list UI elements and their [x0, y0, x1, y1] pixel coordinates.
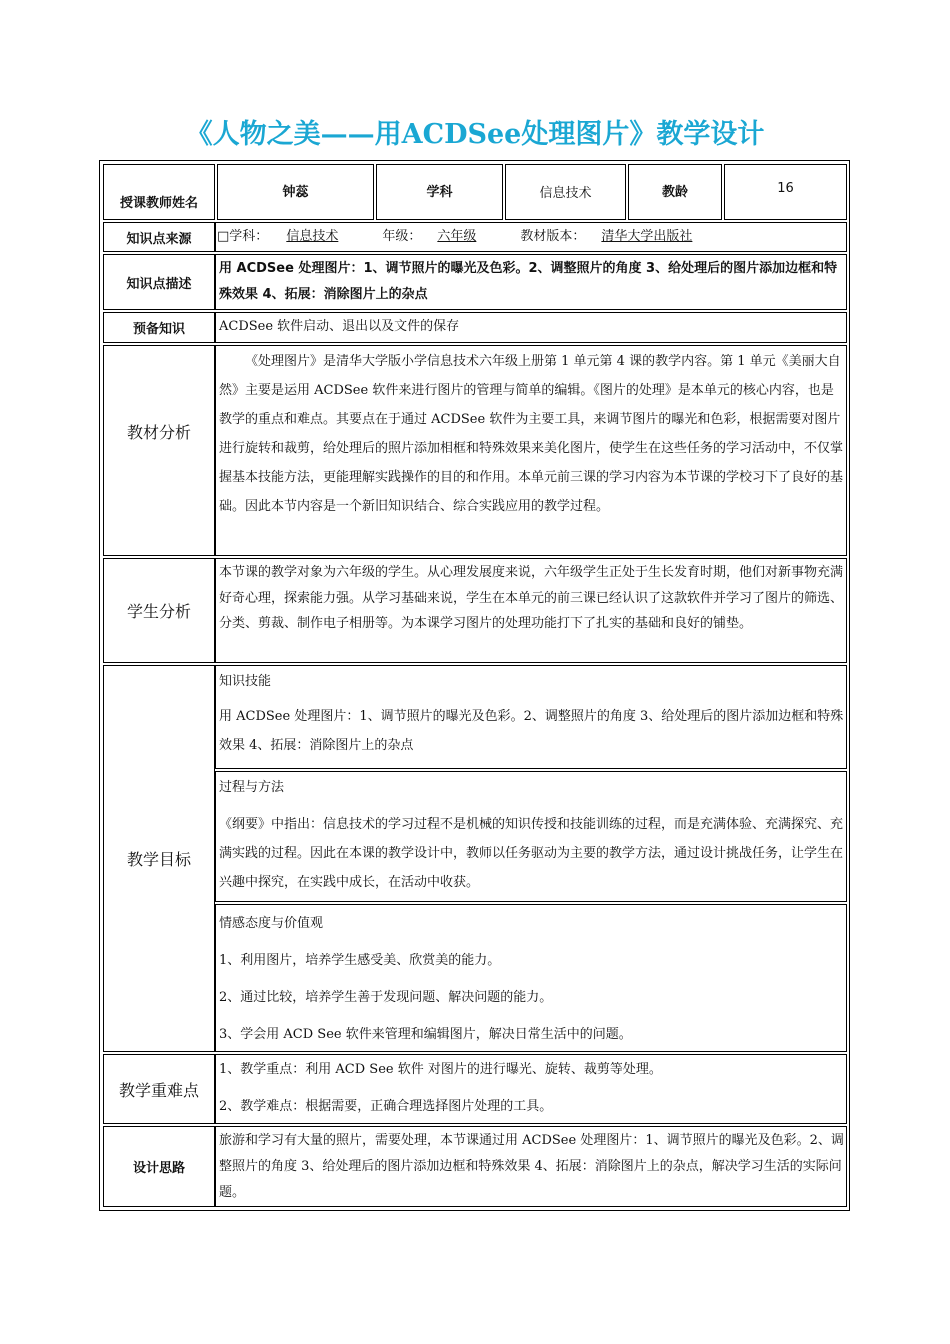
student-analysis-text: 本节课的教学对象为六年级的学生。从心理发展度来说，六年级学生正处于生长发育时期，他们对新事物充满好奇心理，探索能力强。从学习基础来说，学生在本单元的前三课已经认识了这款软件并学习了图片的筛选、分类、剪裁、制作电子相册等。为本课学习图片的处理功能打下了扎实的基础和良好的铺垫。	[215, 558, 847, 663]
attitude-title: 情感态度与价值观	[219, 916, 324, 931]
process-text: 《纲要》中指出：信息技术的学习过程不是机械的知识传授和技能训练的过程，而是充满体验、充满探究、充满实践的过程。因此在本课的教学设计中，教师以任务驱动为主要的教学方法，通过设计挑战任务，让学生在兴趣中探究，在实践中成长，在活动中收获。	[219, 817, 844, 890]
subject-value: 信息技术	[505, 164, 626, 220]
design-idea-text: 旅游和学习有大量的照片，需要处理，本节课通过用 ACDSee 处理图片：1、调节照片的曝光及色彩。2、调整照片的角度 3、给处理后的图片添加边框和特殊效果 4、拓展：消除图片上的杂点，解决学习生活的实际问题。	[215, 1126, 847, 1207]
objectives-attitude	[215, 904, 847, 1052]
source-row	[215, 222, 847, 252]
source-grade-label: 年级：	[382, 229, 422, 244]
source-subject-value: 信息技术	[286, 229, 339, 244]
source-checkbox: □	[217, 229, 230, 244]
knowledge-title: 知识技能	[219, 674, 272, 689]
source-label: 知识点来源	[103, 222, 215, 252]
key-point-item: 2、教学难点：根据需要，正确合理选择图片处理的工具。	[219, 1099, 553, 1114]
prerequisite-label: 预备知识	[103, 312, 215, 343]
description-label: 知识点描述	[103, 254, 215, 310]
subject-label: 学科	[376, 164, 503, 220]
description-text: 用 ACDSee 处理图片：1、调节照片的曝光及色彩。2、调整照片的角度 3、给处理后的图片添加边框和特殊效果 4、拓展：消除图片上的杂点	[215, 254, 847, 310]
knowledge-text: 用 ACDSee 处理图片：1、调节照片的曝光及色彩。2、调整照片的角度 3、给处理后的图片添加边框和特殊效果 4、拓展：消除图片上的杂点	[219, 709, 844, 753]
years-value: 16	[724, 164, 847, 220]
teacher-name-label: 授课教师姓名	[103, 164, 215, 220]
document-title: 《人物之美——用ACDSee处理图片》教学设计	[185, 119, 765, 150]
teacher-name-value: 钟蕊	[217, 164, 374, 220]
prerequisite-text: ACDSee 软件启动、退出以及文件的保存	[215, 312, 847, 343]
key-point-item: 1、教学重点：利用 ACD See 软件 对图片的进行曝光、旋转、裁剪等处理。	[219, 1062, 662, 1077]
material-analysis-text: 《处理图片》是清华大学版小学信息技术六年级上册第 1 单元第 4 课的教学内容。第 1 单元《美丽大自然》主要是运用 ACDSee 软件来进行图片的管理与简单的编辑。《图片的处理》是本单元的核心内容，也是教学的重点和难点。其要点在于通过 ACDSee 软件为主要工具，来调节图片的曝光和色彩，根据需要对图片进行旋转和裁剪，给处理后的照片添加相框和特殊效果来美化图片，使学生在这些任务的学习活动中，不仅掌握基本技能方法，更能理解实践操作的目的和作用。本单元前三课的学习内容为本节课的学校习下了良好的基础。因此本节内容是一个新旧知识结合、综合实践应用的教学过程。	[215, 345, 847, 556]
student-analysis-label: 学生分析	[103, 558, 215, 663]
source-grade-value: 六年级	[437, 229, 477, 244]
years-label: 教龄	[628, 164, 722, 220]
objectives-knowledge	[215, 665, 847, 769]
attitude-item: 3、学会用 ACD See 软件来管理和编辑图片，解决日常生活中的问题。	[219, 1027, 632, 1042]
attitude-item: 1、利用图片，培养学生感受美、欣赏美的能力。	[219, 953, 501, 968]
key-points-label: 教学重难点	[103, 1054, 215, 1124]
source-subject-label: 学科：	[229, 229, 269, 244]
source-edition-value: 清华大学出版社	[601, 229, 693, 244]
objectives-process	[215, 771, 847, 902]
process-title: 过程与方法	[219, 780, 285, 795]
material-analysis-label: 教材分析	[103, 345, 215, 556]
design-idea-label: 设计思路	[103, 1126, 215, 1207]
objectives-label: 教学目标	[103, 665, 215, 1052]
attitude-item: 2、通过比较，培养学生善于发现问题、解决问题的能力。	[219, 990, 553, 1005]
key-points-text	[215, 1054, 847, 1124]
source-edition-label: 教材版本：	[520, 229, 586, 244]
